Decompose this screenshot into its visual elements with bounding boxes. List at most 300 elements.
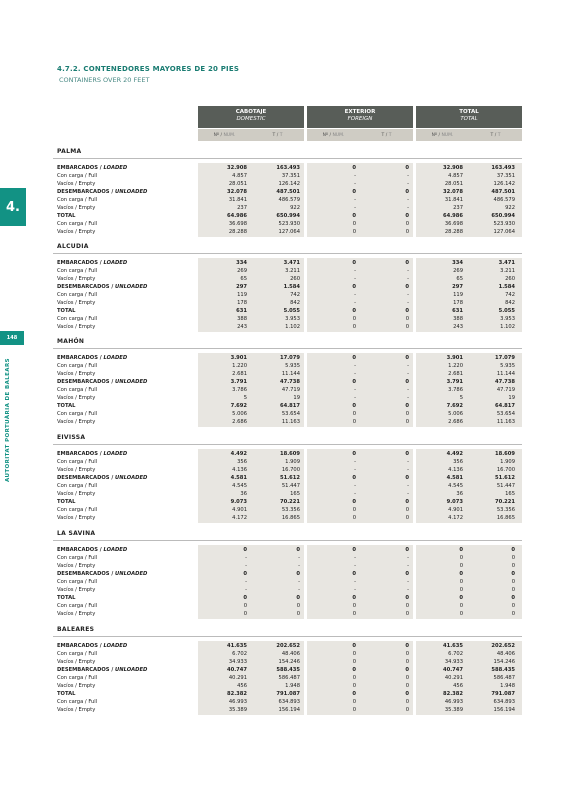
table-cell: 46.993 (228, 699, 247, 705)
section-title: BALEARES (57, 626, 95, 633)
row-label: Vacíos / Empty (57, 419, 96, 425)
table-cell: 70.221 (494, 499, 515, 505)
table-cell: - (407, 371, 409, 377)
table-cell: 742 (290, 292, 300, 298)
table-cell: 0 (405, 324, 409, 330)
table-cell: 0 (459, 603, 463, 609)
table-cell: 6.702 (448, 651, 463, 657)
table-cell: 742 (505, 292, 515, 298)
table-cell: 0 (352, 659, 356, 665)
row-label: Con carga / Full (57, 292, 98, 298)
table-cell: 36.698 (444, 221, 463, 227)
table-cell: 486.579 (493, 197, 515, 203)
table-cell: 127.064 (278, 229, 300, 235)
table-cell: 53.356 (496, 507, 515, 513)
table-cell: 40.747 (226, 667, 247, 673)
table-cell: 0 (352, 189, 356, 195)
table-cell: 0 (405, 699, 409, 705)
table-cell: 487.501 (491, 189, 515, 195)
table-cell: 588.435 (276, 667, 300, 673)
table-cell: 0 (352, 643, 356, 649)
row-label: Con carga / Full (57, 579, 98, 585)
table-row (57, 362, 522, 370)
table-row (57, 450, 522, 458)
row-label: Con carga / Full (57, 387, 98, 393)
table-cell: 5.935 (500, 363, 515, 369)
table-cell: 0 (405, 165, 409, 171)
table-cell: 5.006 (448, 411, 463, 417)
section-divider (53, 540, 522, 541)
table-cell: - (298, 587, 300, 593)
table-cell: 2.681 (448, 371, 463, 377)
table-cell: - (407, 292, 409, 298)
table-cell: 0 (405, 651, 409, 657)
table-cell: 4.901 (448, 507, 463, 513)
table-cell: 3.471 (498, 260, 515, 266)
table-cell: 791.087 (276, 691, 300, 697)
table-cell: 0 (511, 563, 515, 569)
table-cell: 0 (405, 355, 409, 361)
table-cell: - (354, 371, 356, 377)
table-cell: 65 (240, 276, 247, 282)
table-cell: 0 (405, 659, 409, 665)
table-cell: 1.102 (500, 324, 515, 330)
header-group-total (416, 106, 522, 144)
table-cell: 260 (290, 276, 300, 282)
row-label: Con carga / Full (57, 651, 98, 657)
section-title: ALCUDIA (57, 243, 89, 250)
table-row (57, 466, 522, 474)
table-cell: 31.841 (444, 197, 463, 203)
table-cell: 5 (243, 395, 247, 401)
table-row (57, 259, 522, 267)
table-cell: 40.747 (442, 667, 463, 673)
row-label: Con carga / Full (57, 555, 98, 561)
table-cell: - (407, 181, 409, 187)
table-cell: 0 (405, 707, 409, 713)
table-cell: 631 (236, 308, 247, 314)
header-group-label: EXTERIOR (344, 109, 376, 115)
table-row (57, 370, 522, 378)
table-row (57, 554, 522, 562)
row-label: Vacíos / Empty (57, 515, 96, 521)
table-cell: 356 (453, 459, 463, 465)
table-cell: 269 (237, 268, 247, 274)
row-label: Vacíos / Empty (57, 587, 96, 593)
table-cell: 0 (352, 499, 356, 505)
table-cell: 28.288 (444, 229, 463, 235)
table-cell: 0 (459, 611, 463, 617)
table-row (57, 498, 522, 506)
row-label: Vacíos / Empty (57, 467, 96, 473)
table-cell: 0 (352, 611, 356, 617)
table-cell: 523.930 (278, 221, 300, 227)
table-cell: 0 (405, 403, 409, 409)
table-row (57, 698, 522, 706)
header-num-col: Nº / NUM. (322, 132, 345, 138)
table-cell: 2.686 (232, 419, 247, 425)
table-cell: - (298, 563, 300, 569)
table-cell: 0 (405, 213, 409, 219)
table-cell: 0 (405, 515, 409, 521)
table-cell: 0 (459, 571, 463, 577)
table-row (57, 482, 522, 490)
table-cell: 0 (405, 603, 409, 609)
table-cell: 0 (405, 499, 409, 505)
table-row (57, 378, 522, 386)
table-row (57, 386, 522, 394)
table-row (57, 682, 522, 690)
table-row (57, 666, 522, 674)
table-cell: 0 (352, 165, 356, 171)
table-cell: 34.933 (444, 659, 463, 665)
table-cell: - (407, 491, 409, 497)
table-cell: - (298, 579, 300, 585)
table-cell: 0 (352, 213, 356, 219)
table-cell: 127.064 (493, 229, 515, 235)
table-row (57, 291, 522, 299)
table-cell: 0 (296, 547, 300, 553)
table-cell: 7.692 (446, 403, 463, 409)
header-num-col: Nº / NUM. (213, 132, 236, 138)
table-row (57, 490, 522, 498)
table-cell: 1.948 (500, 683, 515, 689)
table-cell: 1.220 (232, 363, 247, 369)
table-cell: 5.006 (232, 411, 247, 417)
header-t-col: T / T (490, 132, 501, 138)
table-cell: - (354, 467, 356, 473)
table-cell: - (407, 205, 409, 211)
table-row (57, 506, 522, 514)
table-cell: 163.493 (276, 165, 300, 171)
table-cell: 0 (405, 451, 409, 457)
table-cell: 0 (243, 603, 247, 609)
table-cell: 356 (237, 459, 247, 465)
row-label: EMBARCADOS / LOADED (57, 355, 128, 361)
table-row (57, 220, 522, 228)
table-cell: 165 (290, 491, 300, 497)
table-cell: 40.291 (444, 675, 463, 681)
table-cell: - (407, 459, 409, 465)
table-cell: 586.487 (493, 675, 515, 681)
table-cell: 0 (352, 229, 356, 235)
table-row (57, 212, 522, 220)
table-cell: 0 (352, 603, 356, 609)
table-cell: 0 (352, 707, 356, 713)
table-cell: - (354, 197, 356, 203)
table-cell: 4.172 (448, 515, 463, 521)
table-cell: 0 (511, 579, 515, 585)
table-cell: 0 (459, 595, 463, 601)
table-cell: 4.545 (232, 483, 247, 489)
section-title: MAHÓN (57, 338, 85, 345)
table-cell: - (407, 555, 409, 561)
table-cell: 3.901 (230, 355, 247, 361)
table-cell: - (354, 363, 356, 369)
table-cell: 269 (453, 268, 463, 274)
row-label: Con carga / Full (57, 173, 98, 179)
row-label: DESEMBARCADOS / UNLOADED (57, 667, 148, 673)
table-cell: 28.051 (444, 181, 463, 187)
table-cell: 0 (352, 284, 356, 290)
table-cell: 126.142 (278, 181, 300, 187)
table-row (57, 546, 522, 554)
table-cell: 64.817 (279, 403, 300, 409)
table-cell: - (354, 563, 356, 569)
table-cell: 11.163 (496, 419, 515, 425)
table-cell: 0 (511, 555, 515, 561)
table-cell: 178 (237, 300, 247, 306)
header-group-domestic (198, 106, 304, 144)
table-cell: 237 (237, 205, 247, 211)
table-cell: 3.791 (446, 379, 463, 385)
table-row (57, 354, 522, 362)
table-cell: 388 (453, 316, 463, 322)
table-cell: - (407, 363, 409, 369)
table-cell: - (354, 173, 356, 179)
table-cell: 64.817 (494, 403, 515, 409)
table-cell: 0 (511, 595, 515, 601)
table-cell: 0 (352, 691, 356, 697)
table-cell: 3.786 (232, 387, 247, 393)
table-cell: 70.221 (279, 499, 300, 505)
table-cell: 0 (405, 643, 409, 649)
table-cell: 842 (505, 300, 515, 306)
row-label: Con carga / Full (57, 197, 98, 203)
table-cell: 11.144 (281, 371, 300, 377)
row-label: Con carga / Full (57, 507, 98, 513)
row-label: DESEMBARCADOS / UNLOADED (57, 475, 148, 481)
table-cell: 32.078 (442, 189, 463, 195)
table-cell: 0 (352, 699, 356, 705)
table-cell: 586.487 (278, 675, 300, 681)
table-cell: 47.738 (494, 379, 515, 385)
table-cell: 48.406 (281, 651, 300, 657)
table-cell: 202.652 (276, 643, 300, 649)
table-cell: 0 (405, 189, 409, 195)
table-cell: 0 (352, 355, 356, 361)
table-cell: 0 (243, 611, 247, 617)
table-cell: 4.857 (448, 173, 463, 179)
table-cell: 0 (352, 411, 356, 417)
table-cell: 0 (405, 507, 409, 513)
table-cell: 0 (352, 507, 356, 513)
table-cell: - (245, 555, 247, 561)
row-label: Vacíos / Empty (57, 395, 96, 401)
table-row (57, 315, 522, 323)
table-cell: 4.581 (230, 475, 247, 481)
table-cell: - (407, 579, 409, 585)
table-cell: 41.635 (442, 643, 463, 649)
table-cell: 11.163 (281, 419, 300, 425)
table-row (57, 180, 522, 188)
row-label: EMBARCADOS / LOADED (57, 165, 128, 171)
table-cell: - (354, 268, 356, 274)
table-cell: 65 (456, 276, 463, 282)
table-cell: 650.994 (276, 213, 300, 219)
table-cell: 3.471 (283, 260, 300, 266)
table-cell: - (407, 395, 409, 401)
table-cell: 2.681 (232, 371, 247, 377)
table-cell: 51.612 (279, 475, 300, 481)
table-cell: 165 (505, 491, 515, 497)
table-cell: 11.144 (496, 371, 515, 377)
table-cell: 0 (405, 595, 409, 601)
table-cell: 334 (452, 260, 463, 266)
header-group-label: TOTAL (459, 109, 479, 115)
table-row (57, 514, 522, 522)
table-row (57, 402, 522, 410)
row-label: DESEMBARCADOS / UNLOADED (57, 189, 148, 195)
table-cell: 0 (405, 571, 409, 577)
row-label: EMBARCADOS / LOADED (57, 260, 128, 266)
table-cell: - (245, 563, 247, 569)
table-cell: 0 (405, 316, 409, 322)
row-label: TOTAL (57, 213, 76, 219)
table-cell: 156.194 (278, 707, 300, 713)
table-cell: 1.584 (498, 284, 515, 290)
table-cell: 4.545 (448, 483, 463, 489)
table-cell: 1.909 (500, 459, 515, 465)
table-cell: 0 (352, 316, 356, 322)
table-cell: 0 (352, 379, 356, 385)
table-cell: 3.953 (500, 316, 515, 322)
table-cell: 0 (459, 579, 463, 585)
table-cell: 588.435 (491, 667, 515, 673)
table-cell: - (407, 197, 409, 203)
table-cell: - (354, 292, 356, 298)
table-cell: 53.356 (281, 507, 300, 513)
table-cell: 0 (352, 571, 356, 577)
table-cell: 156.194 (493, 707, 515, 713)
section-divider (53, 636, 522, 637)
table-cell: 650.994 (491, 213, 515, 219)
table-cell: 36 (456, 491, 463, 497)
table-cell: 37.351 (281, 173, 300, 179)
row-label: Con carga / Full (57, 483, 98, 489)
table-row (57, 674, 522, 682)
table-header (198, 106, 522, 144)
table-cell: 0 (352, 547, 356, 553)
table-row (57, 299, 522, 307)
table-row (57, 690, 522, 698)
table-row (57, 650, 522, 658)
header-group-label-en: DOMESTIC (236, 115, 266, 122)
table-cell: 0 (243, 571, 247, 577)
table-cell: 0 (405, 547, 409, 553)
table-cell: - (407, 387, 409, 393)
table-cell: - (354, 276, 356, 282)
table-cell: 163.493 (491, 165, 515, 171)
table-row (57, 228, 522, 236)
table-row (57, 323, 522, 331)
table-cell: 40.291 (228, 675, 247, 681)
table-row (57, 458, 522, 466)
table-cell: 0 (352, 675, 356, 681)
table-cell: 456 (237, 683, 247, 689)
table-cell: 0 (352, 667, 356, 673)
table-cell: 297 (236, 284, 247, 290)
table-cell: 0 (405, 284, 409, 290)
table-cell: 922 (505, 205, 515, 211)
row-label: Con carga / Full (57, 221, 98, 227)
table-cell: - (354, 181, 356, 187)
row-label: TOTAL (57, 403, 76, 409)
row-label: Vacíos / Empty (57, 683, 96, 689)
table-cell: - (245, 579, 247, 585)
section-divider (53, 444, 522, 445)
table-cell: 4.136 (232, 467, 247, 473)
table-cell: 9.073 (446, 499, 463, 505)
table-cell: 1.909 (285, 459, 300, 465)
row-label: Vacíos / Empty (57, 491, 96, 497)
table-cell: - (407, 173, 409, 179)
table-cell: 0 (352, 451, 356, 457)
table-cell: 31.841 (228, 197, 247, 203)
row-label: Vacíos / Empty (57, 205, 96, 211)
table-cell: - (354, 579, 356, 585)
table-cell: 1.102 (285, 324, 300, 330)
section-divider (53, 253, 522, 254)
table-cell: - (245, 587, 247, 593)
row-label: Con carga / Full (57, 411, 98, 417)
table-cell: 5 (459, 395, 463, 401)
table-row (57, 164, 522, 172)
table-cell: 0 (405, 667, 409, 673)
table-cell: 0 (352, 419, 356, 425)
table-row (57, 642, 522, 650)
table-row (57, 204, 522, 212)
table-cell: 2.686 (448, 419, 463, 425)
table-cell: 297 (452, 284, 463, 290)
header-num-col: Nº / NUM. (431, 132, 454, 138)
table-cell: - (354, 387, 356, 393)
table-cell: 16.865 (496, 515, 515, 521)
table-cell: 0 (511, 603, 515, 609)
table-cell: 41.635 (226, 643, 247, 649)
table-cell: 17.079 (279, 355, 300, 361)
table-cell: 82.382 (226, 691, 247, 697)
table-cell: 243 (237, 324, 247, 330)
table-row (57, 570, 522, 578)
table-cell: 0 (405, 419, 409, 425)
table-cell: 5.055 (283, 308, 300, 314)
table-cell: 46.993 (444, 699, 463, 705)
table-cell: 119 (453, 292, 463, 298)
table-cell: - (354, 459, 356, 465)
table-cell: 486.579 (278, 197, 300, 203)
table-cell: - (407, 587, 409, 593)
row-label: DESEMBARCADOS / UNLOADED (57, 571, 148, 577)
table-row (57, 586, 522, 594)
table-cell: 48.406 (496, 651, 515, 657)
table-cell: 0 (511, 547, 515, 553)
table-cell: 6.702 (232, 651, 247, 657)
chapter-tab: 4. (0, 188, 26, 226)
table-cell: 3.953 (285, 316, 300, 322)
section-title: PALMA (57, 148, 82, 155)
table-cell: 126.142 (493, 181, 515, 187)
table-cell: 791.087 (491, 691, 515, 697)
table-row (57, 283, 522, 291)
row-label: TOTAL (57, 499, 76, 505)
table-cell: 0 (405, 691, 409, 697)
table-cell: 4.172 (232, 515, 247, 521)
table-cell: 487.501 (276, 189, 300, 195)
table-cell: 456 (453, 683, 463, 689)
table-row (57, 275, 522, 283)
table-cell: 36.698 (228, 221, 247, 227)
